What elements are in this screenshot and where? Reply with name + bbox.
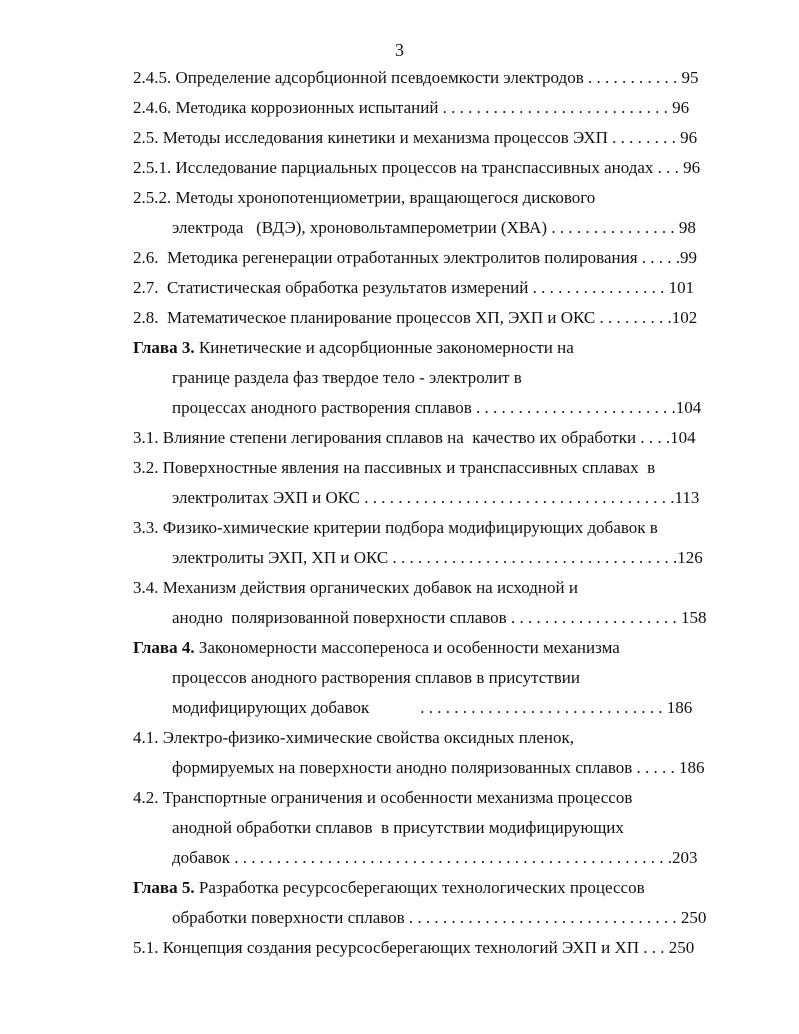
toc-line: формируемых на поверхности анодно поляризованных сплавов . . . . . 186 <box>172 758 705 777</box>
toc-line: анодно поляризованной поверхности сплавов . . . . . . . . . . . . . . . . . . . . 158 <box>172 608 707 627</box>
toc-line: процессов анодного растворения сплавов в присутствии <box>172 668 580 687</box>
toc-line: 4.1. Электро-физико-химические свойства оксидных пленок, <box>133 728 575 747</box>
toc-line: границе раздела фаз твердое тело - электролит в <box>172 368 522 387</box>
chapter-heading: Глава 4. Закономерности массопереноса и особенности механизма <box>133 638 620 657</box>
toc-line: электролиты ЭХП, ХП и ОКС . . . . . . . . . . . . . . . . . . . . . . . . . . . . . . . . . .126 <box>172 548 703 567</box>
toc-line: 2.5.2. Методы хронопотенциометрии, вращающегося дискового <box>133 188 596 207</box>
toc-line: 2.5.1. Исследование парциальных процессов на транспассивных анодах . . . 96 <box>133 158 701 177</box>
chapter-heading: Глава 3. Кинетические и адсорбционные закономерности на <box>133 338 574 357</box>
chapter-heading: Глава 5. Разработка ресурсосберегающих технологических процессов <box>133 878 645 897</box>
toc-line: электролитах ЭХП и ОКС . . . . . . . . . . . . . . . . . . . . . . . . . . . . . . . . . . . . .113 <box>172 488 700 507</box>
chapter-label: Глава 3. <box>133 338 195 357</box>
toc-line: 3.1. Влияние степени легирования сплавов на качество их обработки . . . .104 <box>133 428 696 447</box>
toc-line: 3.3. Физико-химические критерии подбора модифицирующих добавок в <box>133 518 658 537</box>
toc-line: анодной обработки сплавов в присутствии модифицирующих <box>172 818 624 837</box>
toc-line: 2.4.5. Определение адсорбционной псевдоемкости электродов . . . . . . . . . . . 95 <box>133 68 699 87</box>
toc-line: процессах анодного растворения сплавов . . . . . . . . . . . . . . . . . . . . . . . .104 <box>172 398 702 417</box>
toc-line: добавок . . . . . . . . . . . . . . . . . . . . . . . . . . . . . . . . . . . . . . . . . . . . . . . . . . . .203 <box>172 848 698 867</box>
toc-line: обработки поверхности сплавов . . . . . . . . . . . . . . . . . . . . . . . . . . . . . . . . 250 <box>172 908 707 927</box>
toc-line: электрода (ВДЭ), хроновольтамперометрии (ХВА) . . . . . . . . . . . . . . . 98 <box>172 218 696 237</box>
toc-line: 4.2. Транспортные ограничения и особенности механизма процессов <box>133 788 633 807</box>
toc-line: 2.6. Методика регенерации отработанных электролитов полирования . . . . .99 <box>133 248 698 267</box>
toc-line: 2.5. Методы исследования кинетики и механизма процессов ЭХП . . . . . . . . 96 <box>133 128 698 147</box>
chapter-label: Глава 5. <box>133 878 195 897</box>
toc-line: 2.7. Статистическая обработка результатов измерений . . . . . . . . . . . . . . . . 101 <box>133 278 695 297</box>
toc-line: 5.1. Концепция создания ресурсосберегающих технологий ЭХП и ХП . . . 250 <box>133 938 695 957</box>
toc-line: 3.2. Поверхностные явления на пассивных и транспассивных сплавах в <box>133 458 656 477</box>
toc-line: модифицирующих добавок . . . . . . . . . . . . . . . . . . . . . . . . . . . . . 186 <box>172 698 693 717</box>
toc-line: 2.4.6. Методика коррозионных испытаний . . . . . . . . . . . . . . . . . . . . . . . . . . . 96 <box>133 98 690 117</box>
chapter-label: Глава 4. <box>133 638 195 657</box>
toc-line: 3.4. Механизм действия органических добавок на исходной и <box>133 578 578 597</box>
page-number: 3 <box>395 40 404 60</box>
toc-line: 2.8. Математическое планирование процессов ХП, ЭХП и ОКС . . . . . . . . .102 <box>133 308 698 327</box>
